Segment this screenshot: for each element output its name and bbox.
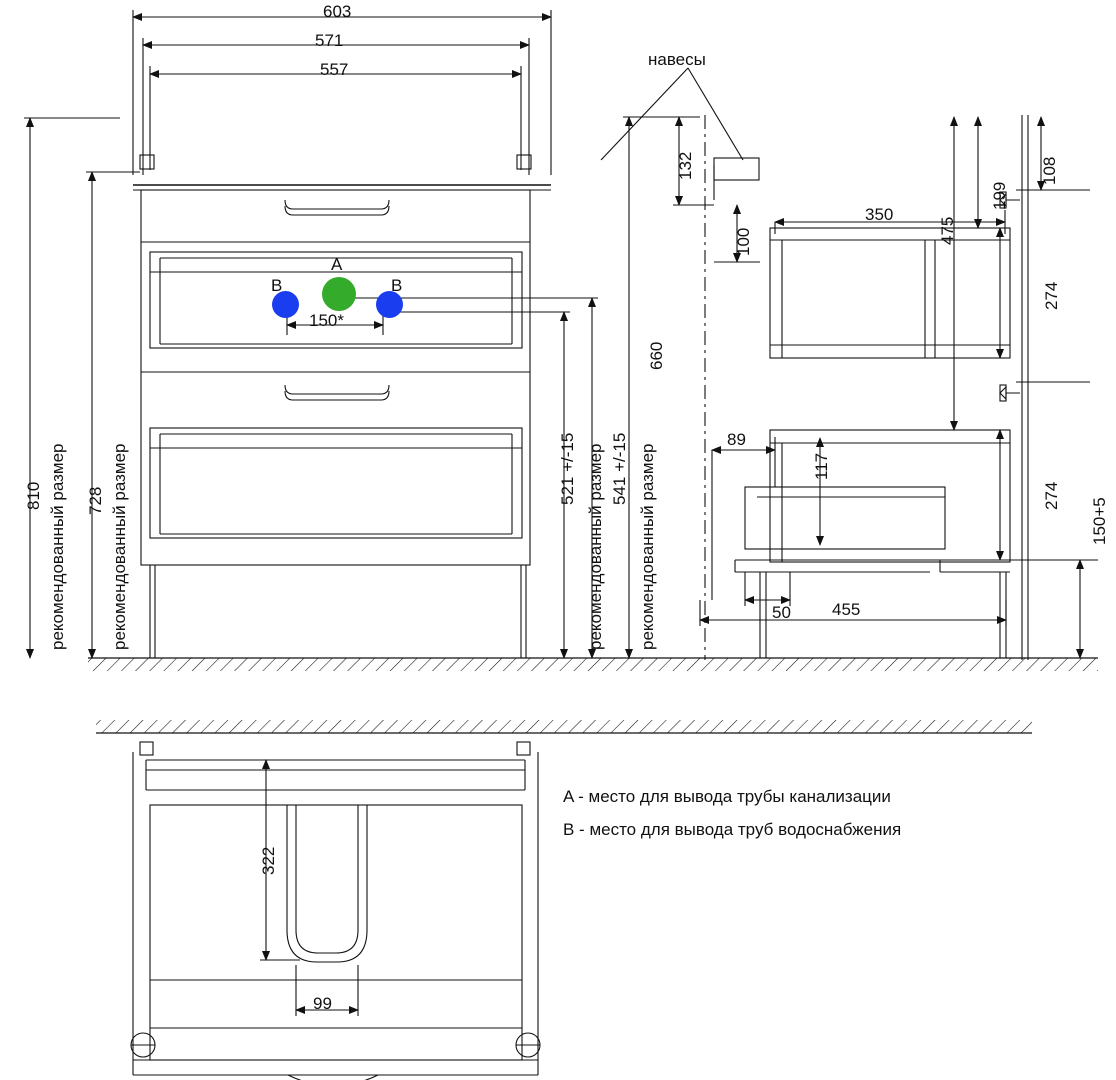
dim-50: 50: [772, 603, 791, 622]
marker-label-b-left: B: [271, 276, 283, 295]
dim-660: 660: [647, 341, 666, 370]
dim-pipe-spacing-150: 150*: [309, 311, 344, 330]
legend-a: A - место для вывода трубы канализации: [563, 787, 891, 806]
dim-height-810: 810: [24, 481, 43, 510]
dim-108: 108: [1040, 156, 1059, 185]
dim-350: 350: [865, 205, 894, 224]
dim-height-728: 728: [86, 486, 105, 515]
dim-475: 475: [938, 216, 957, 245]
dim-89: 89: [727, 430, 746, 449]
dim-width-603: 603: [323, 2, 352, 21]
marker-label-a: A: [331, 255, 343, 274]
legend-b: B - место для вывода труб водоснабжения: [563, 820, 902, 839]
dim-width-557: 557: [320, 60, 349, 79]
dim-322: 322: [259, 846, 278, 875]
dim-width-571: 571: [315, 31, 344, 50]
label-rec-size-4: рекомендованный размер: [638, 443, 657, 650]
pipe-marker-a: [322, 277, 356, 311]
dim-100: 100: [734, 227, 753, 256]
dim-117: 117: [812, 452, 831, 480]
dim-99: 99: [313, 994, 332, 1013]
marker-label-b-right: B: [391, 276, 403, 295]
dim-199: 199: [990, 181, 1009, 210]
dim-455: 455: [832, 600, 861, 619]
label-hangers: навесы: [648, 50, 706, 69]
dim-541: 541 +/-15: [610, 432, 629, 505]
label-rec-size-3: рекомендованный размер: [586, 443, 605, 650]
dim-150-plus-5: 150+5: [1090, 497, 1109, 545]
dim-521: 521 +/-15: [558, 432, 577, 505]
dim-132: 132: [676, 151, 695, 180]
dim-274-top: 274: [1042, 281, 1061, 310]
label-rec-size-2: рекомендованный размер: [110, 443, 129, 650]
dim-274-bottom: 274: [1042, 481, 1061, 510]
label-rec-size-1: рекомендованный размер: [48, 443, 67, 650]
